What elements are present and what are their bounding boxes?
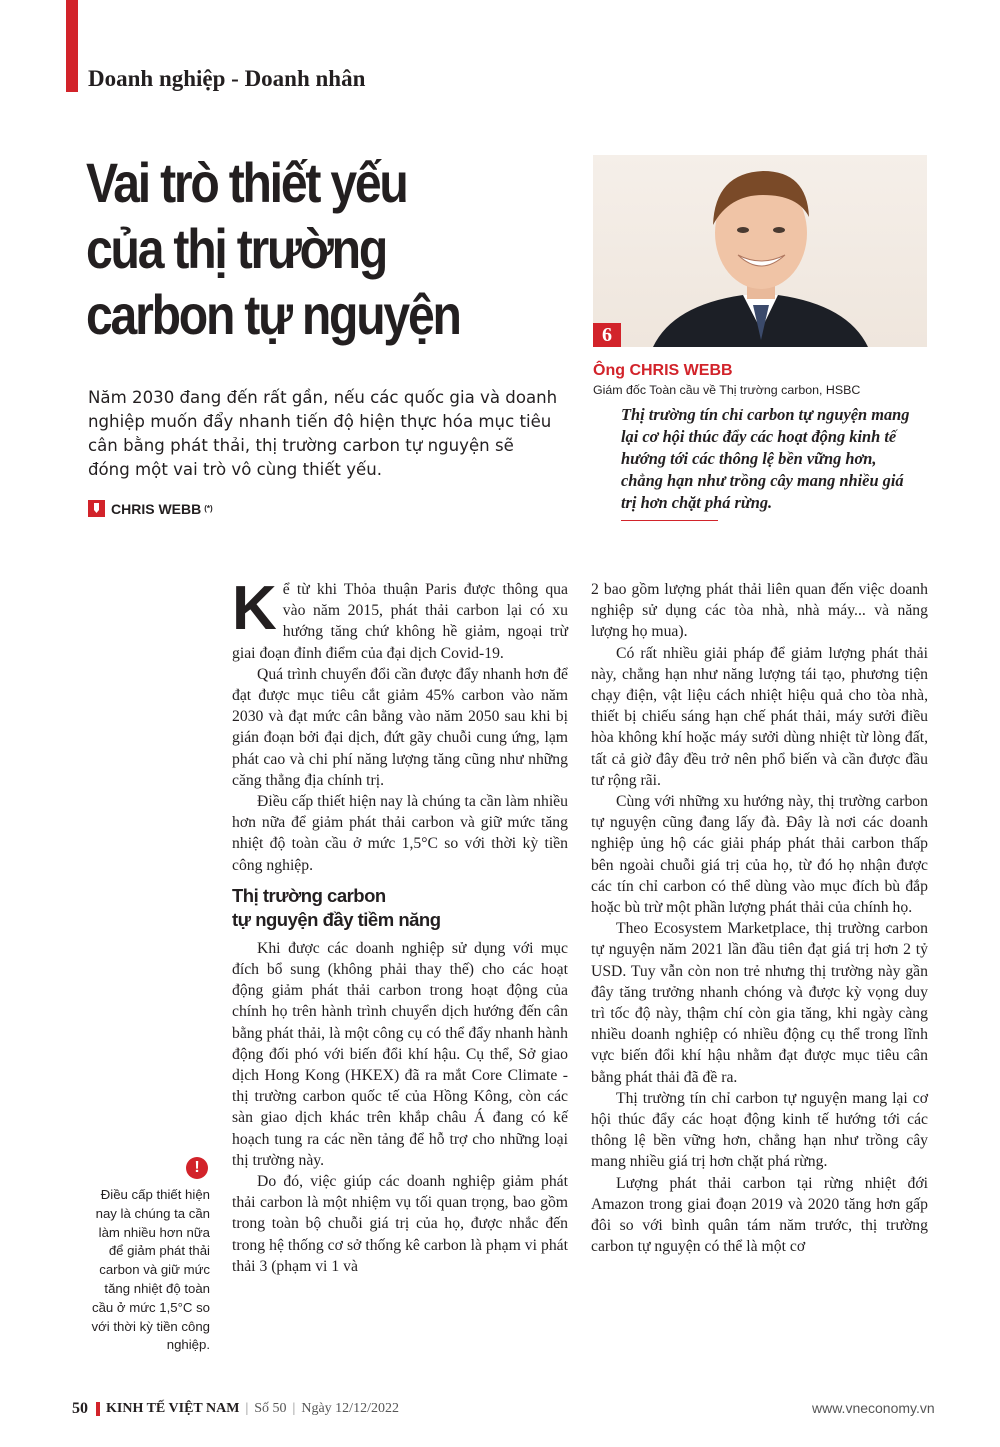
body-paragraph-3: Điều cấp thiết hiện nay là chúng ta cần làm nhiều hơn nữa để giảm phát thải carbon và giữ mức tăng nhiệt độ toàn cầu ở mức 1,5°C so với thời kỳ tiền công nghiệp. — [232, 793, 568, 874]
body-paragraph-2: Quá trình chuyển đổi cần được đẩy nhanh hơn để đạt được mục tiêu cắt giảm 45% carbon vào năm 2030 và đạt mức cân bằng vào năm 2050 sau khi bị gián đoạn bởi đại dịch, đứt gãy chuỗi cung ứng, lạm phát cao và chi phí năng lượng tăng cũng như những căng thẳng địa chính trị. — [232, 665, 568, 789]
portrait-illustration — [593, 155, 927, 347]
pen-icon — [88, 500, 105, 517]
profile-role: Giám đốc Toàn cầu về Thị trường carbon, HSBC — [593, 383, 861, 397]
body-column-2 — [591, 579, 928, 1258]
footer-separator: | — [245, 1401, 249, 1416]
page-footer — [72, 1400, 399, 1418]
footer-separator: | — [292, 1401, 296, 1416]
body-paragraph-10: Thị trường tín chỉ carbon tự nguyện mang lại cơ hội thúc đẩy các hoạt động kinh tế hướng tới các thông lệ bền vững hơn, chẳng hạn như trồng cây mang nhiều giá trị hơn chặt phá rừng. — [591, 1089, 928, 1171]
article-title — [86, 150, 516, 348]
portrait-photo — [593, 155, 927, 347]
section-label: Doanh nghiệp - Doanh nhân — [88, 66, 366, 91]
magazine-name: KINH TẾ VIỆT NAM — [106, 1401, 240, 1416]
profile-name: Ông CHRIS WEBB — [593, 362, 733, 379]
issue-date: Ngày 12/12/2022 — [301, 1401, 399, 1416]
body-paragraph-6: 2 bao gồm lượng phát thải liên quan đến việc doanh nghiệp sử dụng các tòa nhà, nhà máy... và năng lượng họ mua). — [591, 581, 928, 641]
byline-mark: (*) — [204, 504, 213, 513]
footer-accent-bar — [96, 1402, 100, 1416]
section-accent-bar — [66, 0, 78, 92]
body-paragraph-4: Khi được các doanh nghiệp sử dụng với mục đích bổ sung (không phải thay thế) cho các hoạt động giảm phát thải carbon trong hoạt động của chính họ trên hành trình chuyển dịch hướng đến cân bằng phát thải, là một công cụ có thể đẩy nhanh hành động đối phó với biến đổi khí hậu. Cụ thể, Sở giao dịch Hong Kong (HKEX) đã ra mắt Core Climate - thị trường carbon quốc tế của Hồng Kông, còn các sàn giao dịch khác trên khắp châu Á đang có kế hoạch tung ra các nền tảng để hỗ trợ cho những loại thị trường này. — [232, 939, 568, 1169]
title-line-1: Vai trò thiết yếu — [86, 151, 407, 214]
body-paragraph-9: Theo Ecosystem Marketplace, thị trường carbon tự nguyện năm 2021 lần đầu tiên đạt giá trị hơn 2 tỷ USD. Tuy vẫn còn non trẻ nhưng thị trường này gần đây tăng trưởng nhanh chóng và được kỳ vọng duy trì tốc độ này, thậm chí còn gia tăng, khi ngày càng nhiều doanh nghiệp có nhiều động cụ thể trong lĩnh vực biến đổi khí hậu nhằm đạt được mục tiêu cân bằng phát thải đã đề ra. — [591, 920, 928, 1086]
profile-quote: Thị trường tín chỉ carbon tự nguyện mang lại cơ hội thúc đẩy các hoạt động kinh tế hướng tới các thông lệ bền vững hơn, chẳng hạn như trồng cây mang nhiều giá trị hơn chặt phá rừng. — [621, 405, 910, 512]
issue-number: Số 50 — [254, 1401, 287, 1416]
body-paragraph-1: Kể từ khi Thỏa thuận Paris được thông qua vào năm 2015, phát thải carbon lại có xu hướng tăng chứ không hề giảm, ngoại trừ giai đoạn đỉnh điểm của đại dịch Covid-19. — [232, 574, 568, 662]
byline-author: CHRIS WEBB — [111, 500, 202, 517]
drop-cap: K — [232, 574, 277, 643]
body-paragraph-8: Cùng với những xu hướng này, thị trường carbon tự nguyện cũng đang lấy đà. Đây là nơi các doanh nghiệp ủng hộ các giải pháp phát thải carbon thấp bên ngoài chuỗi giá trị của họ, từ đó họ nhận được các tín chỉ carbon có thể dùng vào mục đích bù đắp hoặc bù trừ một phần lượng phát thải của chính họ. — [591, 793, 928, 917]
exclamation-icon: ! — [186, 1157, 208, 1179]
byline — [88, 500, 213, 517]
title-line-3: carbon tự nguyện — [86, 283, 460, 346]
brand-badge-icon: 6 — [593, 323, 621, 347]
body-column-1 — [232, 574, 568, 1277]
body-paragraph-5: Do đó, việc giúp các doanh nghiệp giảm phát thải carbon là một nhiệm vụ tối quan trọng, bao gồm trong toàn bộ chuỗi giá trị của họ, được nhắc đến trong hệ thống cơ sở thống kê carbon là phạm vi phát thải 3 (phạm vi 1 và — [232, 1173, 568, 1275]
website-link[interactable]: www.vneconomy.vn — [812, 1400, 935, 1416]
quote-divider — [621, 520, 718, 521]
side-note: Điều cấp thiết hiện nay là chúng ta cần làm nhiều hơn nữa để giảm phát thải carbon và giữ mức tăng nhiệt độ toàn cầu ở mức 1,5°C so với thời kỳ tiền công nghiệp. — [91, 1187, 210, 1353]
article-lead: Năm 2030 đang đến rất gần, nếu các quốc gia và doanh nghiệp muốn đẩy nhanh tiến độ hiện thực hóa mục tiêu cân bằng phát thải, thị trường carbon tự nguyện sẽ đóng một vai trò vô cùng thiết yếu. — [88, 388, 558, 479]
body-paragraph-11: Lượng phát thải carbon tại rừng nhiệt đới Amazon trong giai đoạn 2019 và 2020 tăng hơn gấp đôi so với bình quân tám năm trước, thị trường carbon tự nguyện có thể là một cơ — [591, 1174, 928, 1256]
page-number: 50 — [72, 1400, 88, 1417]
body-paragraph-7: Có rất nhiều giải pháp để giảm lượng phát thải này, chẳng hạn như năng lượng tái tạo, phương tiện chạy điện, vật liệu cách nhiệt hiệu quả cho tòa nhà, thiết bị chiếu sáng hạn chế phát thải, máy sưởi điều hòa không khí hoặc máy sưởi dùng nhiệt từ lòng đất, tất cả giờ đây đều trở nên phổ biến và cần được đầu tư rộng rãi. — [591, 644, 928, 789]
subheading-line-1: Thị trường carbon — [232, 884, 386, 906]
subheading-line-2: tự nguyện đầy tiềm năng — [232, 908, 441, 930]
subheading — [232, 884, 568, 932]
title-line-2: của thị trường — [86, 217, 387, 280]
